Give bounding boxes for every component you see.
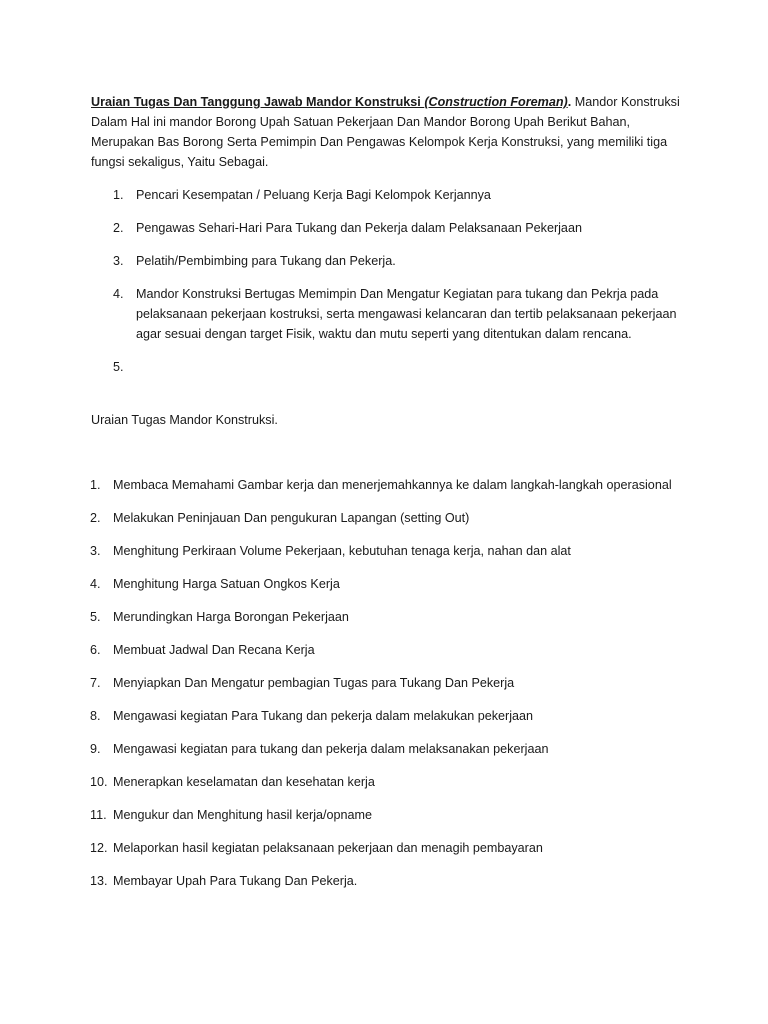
duties-list-item [91, 574, 711, 607]
duties-list-item [91, 508, 711, 541]
list-item-text: Mengukur dan Menghitung hasil kerja/opname [113, 808, 373, 822]
list-item-number: 5. [90, 610, 101, 624]
list-item-text: Membuat Jadwal Dan Recana Kerja [113, 643, 315, 657]
function-list-item [91, 357, 691, 377]
duties-list-item [91, 739, 711, 772]
list-item-number: 12. [90, 841, 108, 855]
list-item-text: Mengawasi kegiatan Para Tukang dan pekerja dalam melakukan pekerjaan [113, 709, 534, 723]
duties-list-item [91, 607, 711, 640]
intro-title-italic: (Construction Foreman) [424, 95, 568, 109]
list-item-number: 10. [90, 775, 108, 789]
list-item-number: 9. [90, 742, 101, 756]
list-item-text: Menghitung Perkiraan Volume Pekerjaan, kebutuhan tenaga kerja, nahan dan alat [113, 544, 571, 558]
list-item-text: pelaksanaan pekerjaan kostruksi, serta mengawasi kelancaran dan tertib pelaksanaan pekerjaan [136, 307, 677, 321]
function-list [91, 185, 691, 390]
list-item-number: 4. [113, 287, 124, 301]
list-item-text: Menerapkan keselamatan dan kesehatan kerja [113, 775, 375, 789]
function-list-item [91, 251, 691, 271]
list-item-number: 6. [90, 643, 101, 657]
list-item-number: 2. [113, 221, 124, 235]
list-item-text: Mengawasi kegiatan para tukang dan pekerja dalam melaksanakan pekerjaan [113, 742, 549, 756]
section-heading: Uraian Tugas Mandor Konstruksi. [91, 413, 278, 427]
list-item-number: 7. [90, 676, 101, 690]
duties-list [91, 475, 711, 904]
function-list-item [91, 218, 691, 238]
list-item-number: 1. [90, 478, 101, 492]
duties-list-item [91, 805, 711, 838]
duties-list-item [91, 541, 711, 574]
list-item-text: Merundingkan Harga Borongan Pekerjaan [113, 610, 349, 624]
list-item-number: 1. [113, 188, 124, 202]
list-item-text: Melakukan Peninjauan Dan pengukuran Lapangan (setting Out) [113, 511, 470, 525]
function-list-item [91, 284, 691, 344]
list-item-text: agar sesuai dengan target Fisik, waktu dan mutu seperti yang ditentukan dalam rencana. [136, 327, 632, 341]
intro-line-3: Merupakan Bas Borong Serta Pemimpin Dan Pengawas Kelompok Kerja Konstruksi, yang memiliki tiga [91, 135, 668, 149]
intro-title-main: Uraian Tugas Dan Tanggung Jawab Mandor Konstruksi [91, 95, 425, 109]
duties-list-item [91, 475, 711, 508]
duties-list-item [91, 838, 711, 871]
intro-line-1: Mandor Konstruksi [571, 95, 680, 109]
list-item-number: 4. [90, 577, 101, 591]
duties-list-item [91, 640, 711, 673]
intro-paragraph [91, 92, 691, 172]
intro-title-end: . [567, 95, 572, 109]
list-item-text: Membaca Memahami Gambar kerja dan menerjemahkannya ke dalam langkah-langkah operasional [113, 478, 672, 492]
duties-list-item [91, 772, 711, 805]
intro-title [91, 95, 568, 109]
list-item-text: Pelatih/Pembimbing para Tukang dan Pekerja. [136, 254, 396, 268]
list-item-text: Menyiapkan Dan Mengatur pembagian Tugas para Tukang Dan Pekerja [113, 676, 515, 690]
intro-line-4: fungsi sekaligus, Yaitu Sebagai. [91, 155, 269, 169]
list-item-number: 2. [90, 511, 101, 525]
duties-list-item [91, 706, 711, 739]
list-item-number: 3. [90, 544, 101, 558]
list-item-number: 13. [90, 874, 108, 888]
list-item-text: Mandor Konstruksi Bertugas Memimpin Dan Mengatur Kegiatan para tukang dan Pekrja pada [136, 287, 659, 301]
list-item-text: Membayar Upah Para Tukang Dan Pekerja. [113, 874, 358, 888]
intro-line-2: Dalam Hal ini mandor Borong Upah Satuan Pekerjaan Dan Mandor Borong Upah Berikut Bahan, [91, 115, 631, 129]
list-item-text: Menghitung Harga Satuan Ongkos Kerja [113, 577, 340, 591]
list-item-text: Pengawas Sehari-Hari Para Tukang dan Pekerja dalam Pelaksanaan Pekerjaan [136, 221, 582, 235]
duties-list-item [91, 871, 711, 904]
list-item-text: Melaporkan hasil kegiatan pelaksanaan pekerjaan dan menagih pembayaran [113, 841, 543, 855]
list-item-number: 5. [113, 360, 124, 374]
list-item-text: Pencari Kesempatan / Peluang Kerja Bagi Kelompok Kerjannya [136, 188, 491, 202]
function-list-item [91, 185, 691, 205]
list-item-number: 11. [90, 808, 107, 822]
list-item-number: 3. [113, 254, 124, 268]
list-item-number: 8. [90, 709, 101, 723]
duties-list-item [91, 673, 711, 706]
